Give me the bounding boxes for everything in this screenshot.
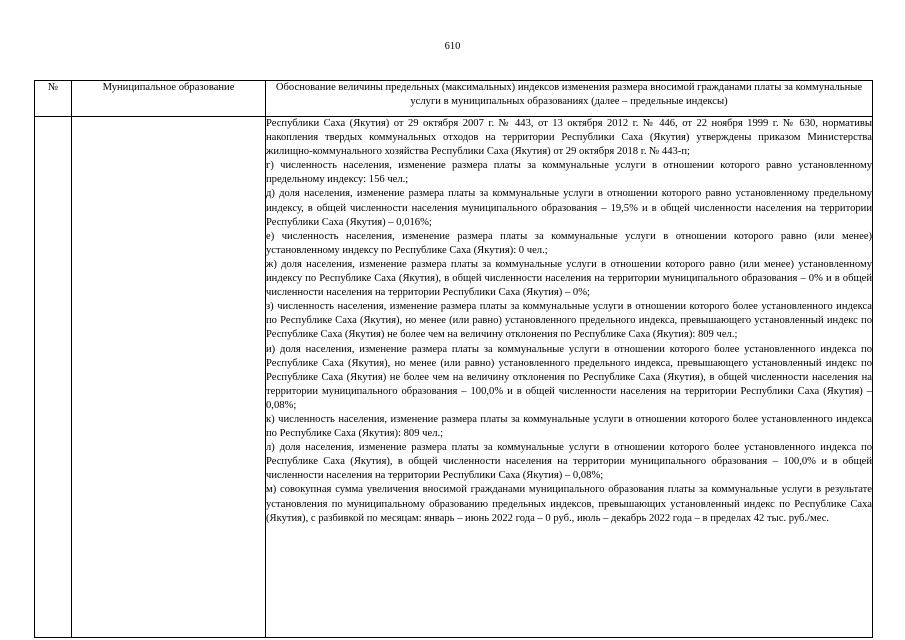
cell-number [35,117,72,638]
table-body [35,117,873,638]
cell-municipality [72,117,266,638]
paragraph-zh: ж) доля населения, изменение размера платы за коммунальные услуги в отношении которого равно (или менее) установленному индексу по Республике Саха (Якутия), в общей численности населения на территории муниципального образования – 0% и в общей численности населения на территории Республики Саха (Якутия) – 0%; [266,258,872,299]
paragraph-e: е) численность населения, изменение размера платы за коммунальные услуги в отношении которого равно (или менее) установленному индексу по Республике Саха (Якутия): 0 чел.; [266,230,872,256]
table-row [35,117,873,638]
page-number: 610 [444,41,461,52]
justification-table [34,80,873,638]
paragraph-i: и) доля населения, изменение размера платы за коммунальные услуги в отношении которого более установленного индекса по Республике Саха (Якутия), но менее (или равно) установленного предельного индекса, превышающего установленный индекс по Республике Саха (Якутия) не более чем на величину отклонения по Республике Саха (Якутия), в общей численности населения на территории муниципального образования – 100,0% и в общей численности населения на территории Республики Саха (Якутия) – 0,08%; [266,343,872,411]
header-municipality: Муниципальное образование [72,81,266,117]
paragraph-m: м) совокупная сумма увеличения вносимой гражданами муниципального образования платы за коммунальные услуги в результате установления по муниципальному образованию предельных индексов, превышающих установленный индекс по Республике Саха (Якутия), с разбивкой по месяцам: январь – июнь 2022 года – 0 руб., июль – декабрь 2022 года – в пределах 42 тыс. руб./мес. [266,484,872,524]
paragraph-g: г) численность населения, изменение размера платы за коммунальные услуги в отношении которого равно установленному предельному индексу: 156 чел.; [266,160,872,186]
paragraph-d: д) доля населения, изменение размера платы за коммунальные услуги в отношении которого равно установленному предельному индексу, в общей численности населения муниципального образования – 19,5% и в общей численности населения на территории Республики Саха (Якутия) – 0,016%; [266,188,872,228]
cell-justification [266,117,873,638]
table-header [35,81,873,117]
header-number: № [35,81,72,117]
header-justification: Обоснование величины предельных (максимальных) индексов изменения размера вносимой гражданами платы за коммунальные услуги в муниципальных образованиях (далее – предельные индексы) [266,81,873,117]
header-row [35,81,873,117]
paragraph-z: з) численность населения, изменение размера платы за коммунальные услуги в отношении которого более установленного индекса по Республике Саха (Якутия), но менее (или равно) установленного предельного индекса, превышающего установленный индекс по Республике Саха (Якутия) не более чем на величину отклонения по Республике Саха (Якутия): 809 чел.; [266,301,872,341]
paragraph-k: к) численность населения, изменение размера платы за коммунальные услуги в отношении которого более установленного индекса по Республике Саха (Якутия): 809 чел.; [266,413,872,440]
paragraph-intro: Республики Саха (Якутия) от 29 октября 2007 г. № 443, от 13 октября 2012 г. № 446, от 22 ноября 1999 г. № 630, нормативы накопления твердых коммунальных отходов на территории Республики Саха (Якутия) утверждены приказом Министерства жилищно-коммунального хозяйства Республики Саха (Якутия) от 29 октября 2018 г. № 443-п; [266,118,872,158]
paragraph-l: л) доля населения, изменение размера платы за коммунальные услуги в отношении которого более установленного индекса по Республике Саха (Якутия), в общей численности населения на территории муниципального образования – 100,0% и в общей численности населения на территории Республики Саха (Якутия) – 0,08%; [266,442,872,482]
